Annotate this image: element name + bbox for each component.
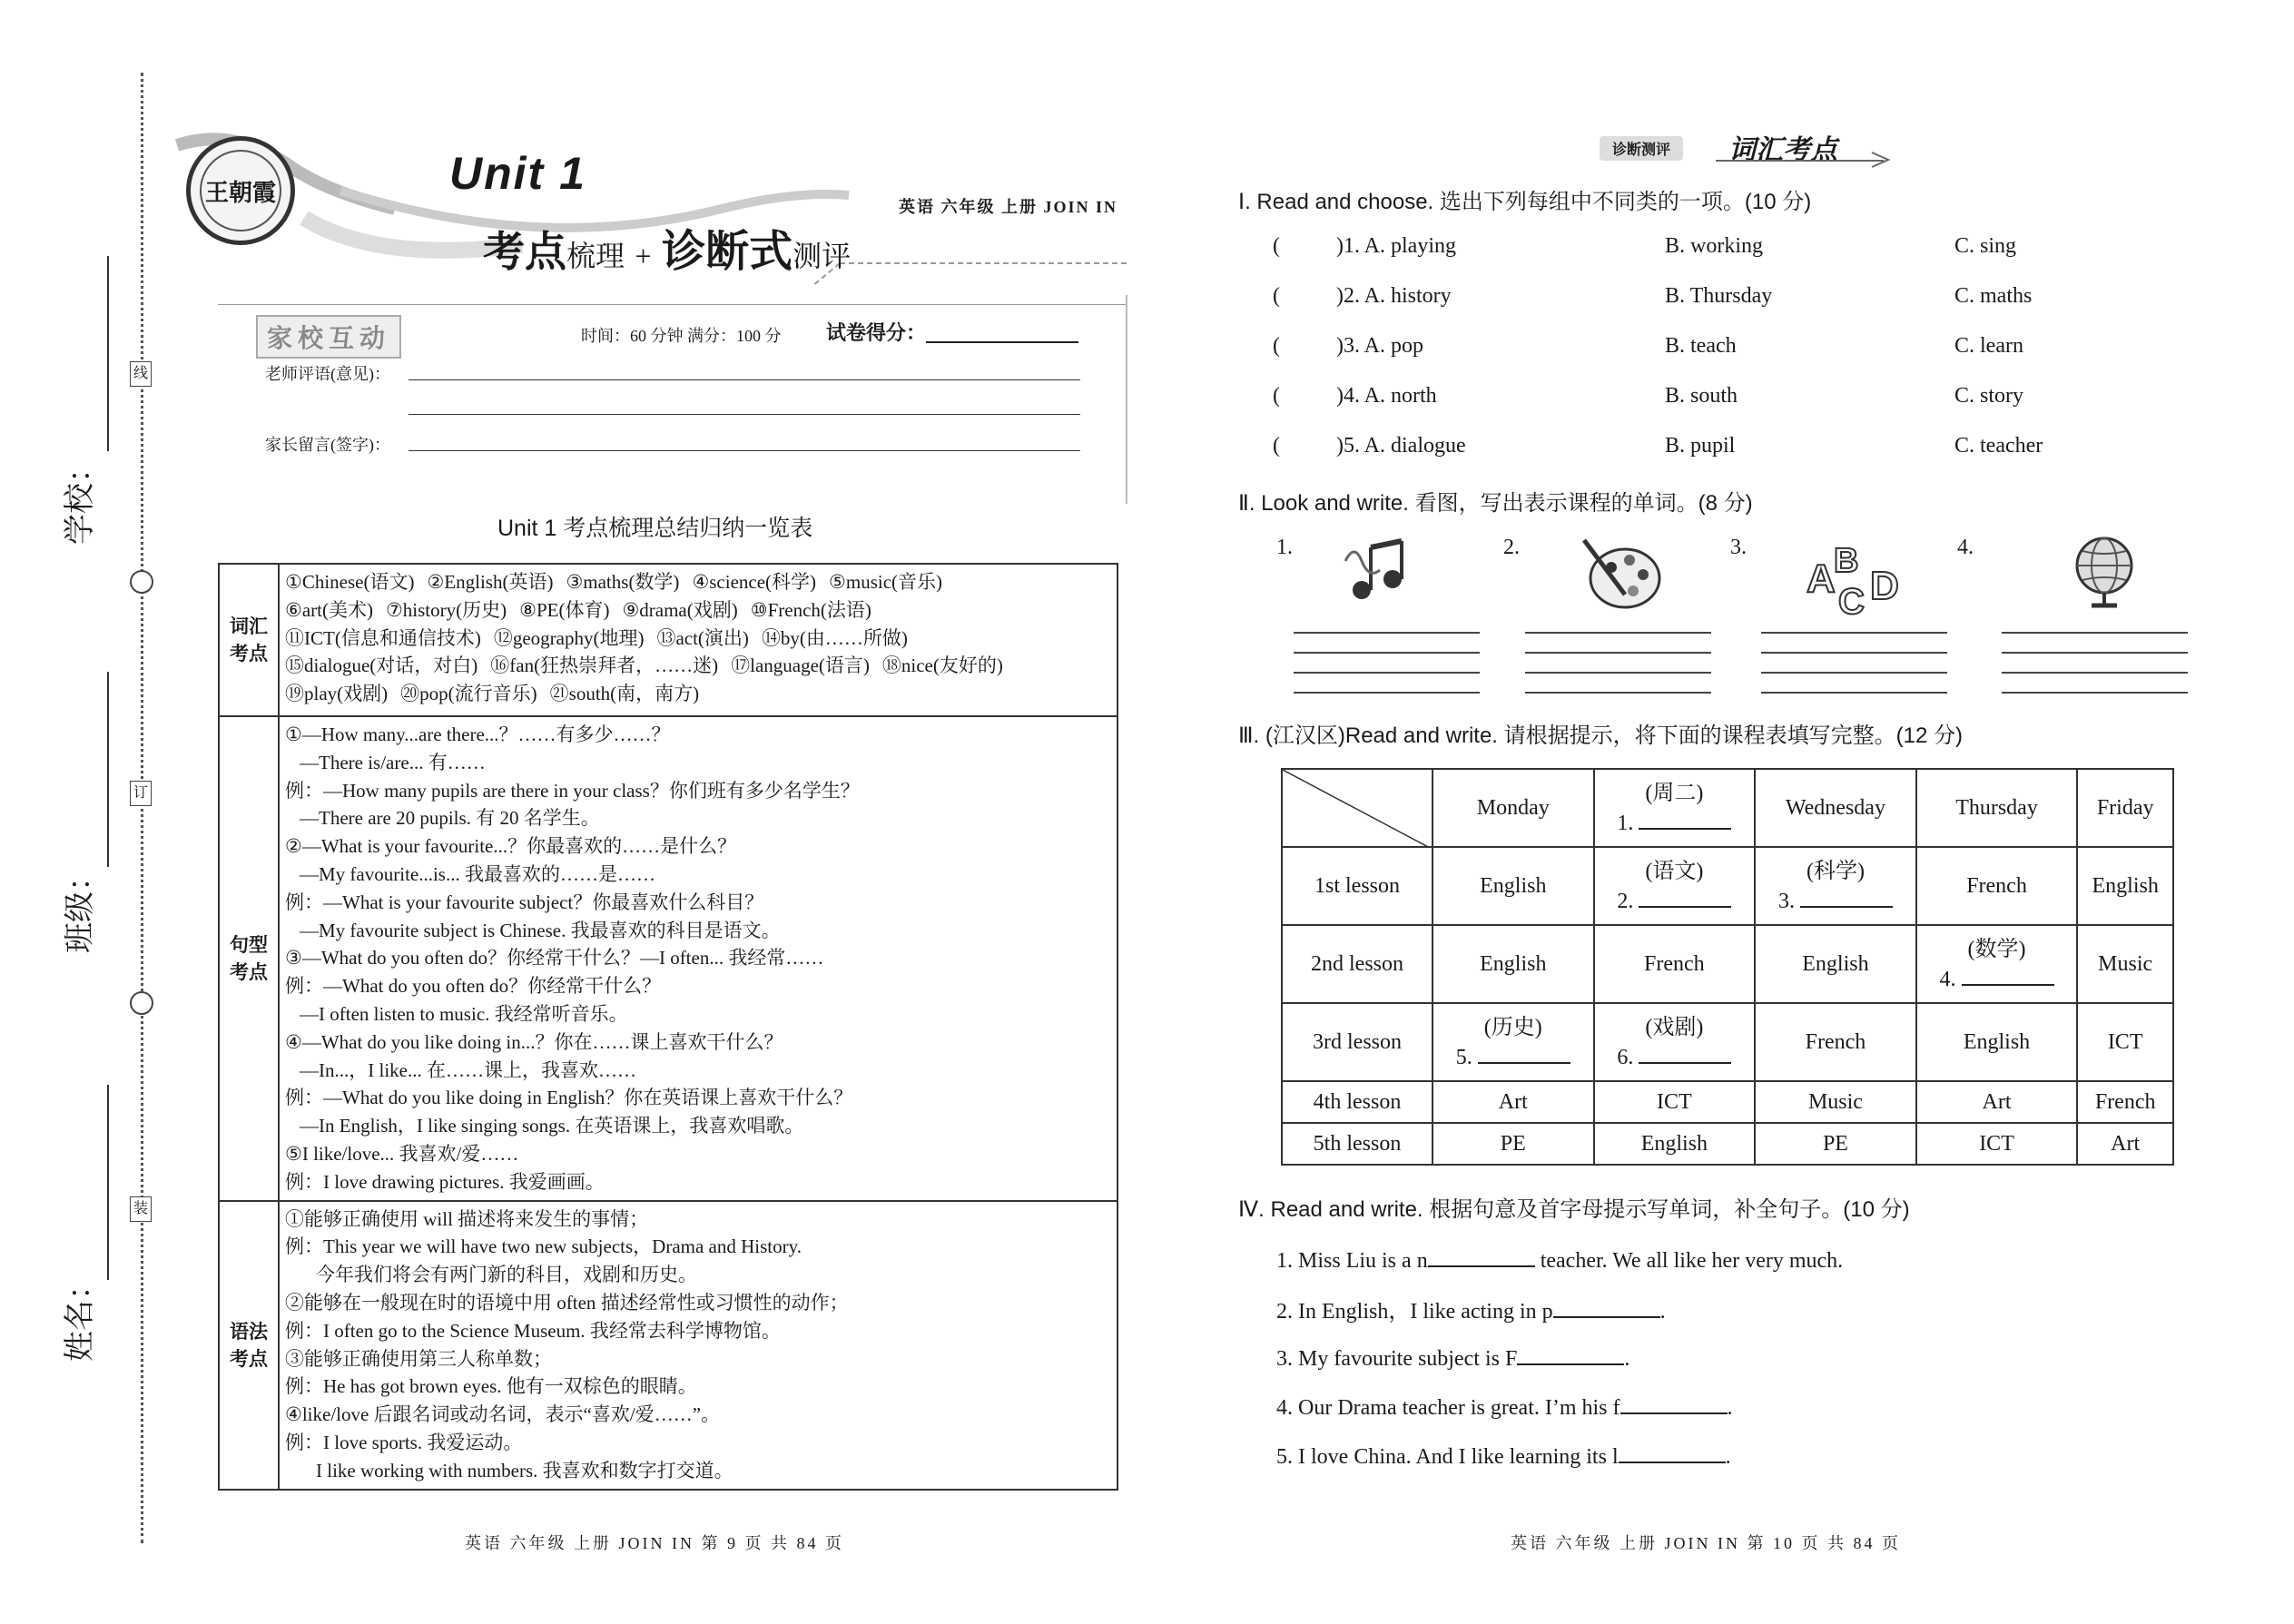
answer-line[interactable] xyxy=(1294,632,1480,634)
vocab-item: ⑩French(法语) xyxy=(750,598,871,621)
vocab-label-1: 词汇 xyxy=(230,615,268,637)
vocab-item: ⑦history(历史) xyxy=(385,598,507,621)
sentence-end: . xyxy=(1727,1396,1733,1420)
picture-number: 3. xyxy=(1730,536,1747,559)
lesson-row xyxy=(1282,847,2173,925)
vocab-item: ⑤music(音乐) xyxy=(829,571,943,593)
vocab-item: ⑧PE(体育) xyxy=(519,598,610,621)
school-write-line xyxy=(107,256,109,451)
vocab-category xyxy=(219,564,279,716)
sentence-label-1: 句型 xyxy=(230,933,268,956)
answer-blank[interactable] xyxy=(1428,1244,1535,1267)
blank-number: 5. xyxy=(1455,1045,1472,1069)
parent-comment-label: 家长留言(签字)： xyxy=(265,436,390,454)
main-title-c: 诊断式 xyxy=(662,228,793,276)
sentence-start: 2. In English，I like acting in xyxy=(1276,1300,1542,1324)
teacher-comment-line[interactable] xyxy=(409,414,1080,415)
grammar-row xyxy=(219,1201,1117,1490)
music-notes-icon xyxy=(1334,534,1416,615)
sentence-start: 1. Miss Liu is a xyxy=(1276,1249,1417,1273)
sentence-label-2: 考点 xyxy=(230,960,268,983)
svg-text:C: C xyxy=(1838,582,1865,617)
lesson-cell-blank xyxy=(1594,847,1756,925)
timetable xyxy=(1281,768,2174,1166)
vocab-item: ⑭by(由……所做) xyxy=(761,626,908,649)
answer-line[interactable] xyxy=(1294,692,1480,694)
grammar-label-2: 考点 xyxy=(230,1347,268,1370)
sentence-line: —In English，I like singing songs. 在英语课上，我喜欢唱歌。 xyxy=(300,1115,804,1137)
lesson-cell-blank xyxy=(1433,1003,1594,1081)
option-b[interactable]: B. pupil xyxy=(1665,434,1736,458)
art-palette-icon xyxy=(1575,531,1666,617)
answer-line[interactable] xyxy=(1761,692,1947,694)
vocab-item: ⑯fan(狂热崇拜者，……迷) xyxy=(490,655,719,677)
sentence-line: 例：—How many pupils are there in your class？你们班有多少名学生？ xyxy=(285,779,860,802)
sentence-line: —I often listen to music. 我经常听音乐。 xyxy=(300,1002,628,1025)
grammar-line: ①能够正确使用 will 描述将来发生的事情； xyxy=(285,1207,649,1230)
abcd-letters-icon xyxy=(1802,536,1920,617)
question-stem: )1. A. playing xyxy=(1336,234,1456,258)
answer-line[interactable] xyxy=(1294,652,1480,654)
hint-text: (语文) xyxy=(1645,859,1704,883)
sentence-line: ⑤I like/love... 我喜欢/爱…… xyxy=(285,1142,519,1165)
answer-blank[interactable] xyxy=(1553,1294,1660,1318)
answer-line[interactable] xyxy=(1294,672,1480,674)
unit-title: Unit 1 xyxy=(449,148,586,199)
vocab-item: ⑨drama(戏剧) xyxy=(622,598,738,621)
sentence-start: 4. Our Drama teacher is great. I’m his xyxy=(1276,1396,1613,1420)
grammar-line: 例：I often go to the Science Museum. 我经常去科学博物馆。 xyxy=(285,1319,781,1342)
answer-blank[interactable] xyxy=(1619,1440,1726,1463)
lesson-cell: ICT xyxy=(1916,1123,2078,1165)
lesson-row xyxy=(1282,925,2173,1003)
sentence-category xyxy=(219,716,279,1201)
answer-line[interactable] xyxy=(1761,652,1947,654)
vocab-label-2: 考点 xyxy=(230,643,268,664)
blank-4[interactable] xyxy=(1962,964,2054,986)
question-stem: )4. A. north xyxy=(1336,384,1437,408)
sentence-line: 例：—What do you like doing in English？你在英语课上喜欢干什么？ xyxy=(285,1087,853,1109)
teacher-comment-label: 老师评语(意见)： xyxy=(265,365,390,383)
class-write-line xyxy=(107,672,109,867)
lesson-cell: ICT xyxy=(2077,1003,2173,1081)
lesson-cell-blank xyxy=(1916,925,2078,1003)
grammar-line: ④like/love 后跟名词或动名词，表示“喜欢/爱……”。 xyxy=(285,1403,721,1426)
blank-2[interactable] xyxy=(1639,886,1731,908)
answer-line[interactable] xyxy=(1525,692,1711,694)
choice-question: ( )3. A. pop xyxy=(1273,334,1423,358)
vocab-item: ⑫geography(地理) xyxy=(493,626,645,649)
option-b[interactable]: B. teach xyxy=(1665,334,1737,358)
vocab-line xyxy=(285,680,1111,708)
lesson-cell: Art xyxy=(2077,1123,2173,1165)
sentence-row xyxy=(219,716,1117,1201)
grammar-line: 今年我们将会有两门新的科目，戏剧和历史。 xyxy=(316,1264,697,1286)
sentence-line: 例：—What do you often do？你经常干什么？ xyxy=(285,975,662,998)
left-page-footer: 英语 六年级 上册 JOIN IN 第 9 页 共 84 页 xyxy=(465,1534,844,1552)
sentence-end: . xyxy=(1659,1300,1666,1324)
hint-letter: p xyxy=(1541,1300,1553,1324)
hint-letter: F xyxy=(1504,1347,1518,1371)
binding-tag: 线 xyxy=(130,361,152,387)
logo-text: 王朝霞 xyxy=(200,150,281,231)
blank-5[interactable] xyxy=(1478,1042,1570,1064)
name-label: 姓名： xyxy=(64,1269,97,1362)
sentence-line: 例：I love drawing pictures. 我爱画画。 xyxy=(285,1170,605,1193)
vocab-item: ⑥art(美术) xyxy=(285,598,373,621)
section-1-heading: Ⅰ. Read and choose. 选出下列每组中不同类的一项。(10 分) xyxy=(1238,190,1812,214)
grammar-line: 例：This year we will have two new subjects，Drama and History. xyxy=(285,1235,802,1258)
diagnosis-tag: 诊断测评 xyxy=(1600,136,1683,161)
summary-table xyxy=(218,563,1118,1491)
lesson-label: 3rd lesson xyxy=(1282,1003,1433,1081)
lesson-cell: French xyxy=(1755,1003,1916,1081)
main-title xyxy=(483,216,851,279)
answer-line[interactable] xyxy=(1525,672,1711,674)
sentence-line: 例：—What is your favourite subject？你最喜欢什么科目？ xyxy=(285,891,764,913)
sentence-line: ②—What is your favourite...？你最喜欢的……是什么？ xyxy=(285,835,737,858)
sentence-line: —In...，I like... 在……课上，我喜欢…… xyxy=(300,1058,636,1081)
sentence-start: 5. I love China. And I like learning its xyxy=(1276,1445,1612,1469)
sentence-start: 3. My favourite subject is xyxy=(1276,1347,1505,1371)
sentence-end: . xyxy=(1725,1445,1731,1469)
lesson-cell: French xyxy=(1916,847,2078,925)
grammar-line: 例：I love sports. 我爱运动。 xyxy=(285,1431,523,1453)
hint-text: (周二) xyxy=(1645,781,1704,805)
school-label: 学校： xyxy=(64,452,97,545)
sentence-line: ①—How many...are there...？……有多少……？ xyxy=(285,723,671,745)
summary-title: Unit 1 考点梳理总结归纳一览表 xyxy=(497,516,813,541)
lesson-cell: ICT xyxy=(1594,1081,1756,1123)
fill-sentence xyxy=(1276,1244,1843,1274)
blank-3[interactable] xyxy=(1800,886,1893,908)
lesson-cell: PE xyxy=(1755,1123,1916,1165)
answer-line[interactable] xyxy=(1525,652,1711,654)
blank-number: 2. xyxy=(1617,889,1634,913)
option-c[interactable]: C. learn xyxy=(1954,334,2023,358)
vocab-content xyxy=(279,564,1117,716)
grammar-line: ②能够在一般现在时的语境中用 often 描述经常性或习惯性的动作； xyxy=(285,1291,849,1314)
answer-line[interactable] xyxy=(1761,632,1947,634)
question-stem: )2. A. history xyxy=(1336,284,1452,308)
grammar-category xyxy=(219,1201,279,1490)
main-title-plus: + xyxy=(635,240,652,272)
hint-letter: n xyxy=(1416,1249,1428,1273)
answer-line[interactable] xyxy=(2002,692,2188,694)
day-header-blank xyxy=(1594,769,1756,847)
sentence-line: —There is/are... 有…… xyxy=(300,751,486,773)
day-header: Wednesday xyxy=(1755,769,1916,847)
vocab-line xyxy=(285,625,1111,653)
vocab-item: ⑱nice(友好的) xyxy=(881,655,1003,677)
lesson-label: 1st lesson xyxy=(1282,847,1433,925)
lesson-cell: PE xyxy=(1433,1123,1594,1165)
lesson-cell: English xyxy=(1433,847,1594,925)
lesson-cell: English xyxy=(1594,1123,1756,1165)
vocab-line xyxy=(285,568,1111,596)
fill-sentence xyxy=(1276,1293,1666,1324)
lesson-cell-blank xyxy=(1594,1003,1756,1081)
option-c[interactable]: C. maths xyxy=(1954,284,2033,308)
blank-number: 6. xyxy=(1617,1045,1634,1069)
choice-question: ( )1. A. playing xyxy=(1273,234,1456,258)
teacher-comment-line[interactable] xyxy=(409,379,1080,380)
answer-blank[interactable] xyxy=(1517,1342,1624,1365)
fill-sentence xyxy=(1276,1342,1629,1372)
answer-line[interactable] xyxy=(1525,632,1711,634)
sentence-line: ④—What do you like doing in...？你在……课上喜欢干什么？ xyxy=(285,1030,783,1053)
lesson-cell: Music xyxy=(1755,1081,1916,1123)
fill-sentence xyxy=(1276,1440,1731,1470)
vocab-item: ⑰language(语言) xyxy=(731,655,870,677)
blank-number: 1. xyxy=(1617,811,1634,835)
section-category-title: 词汇考点 xyxy=(1728,135,1837,165)
corner-cell xyxy=(1282,769,1433,847)
sentence-content xyxy=(279,716,1117,1201)
score-label: 试卷得分： xyxy=(826,321,927,344)
arrow-head-icon xyxy=(1870,151,1892,169)
binding-hole xyxy=(130,570,153,594)
grammar-line: I like working with numbers. 我喜欢和数字打交道。 xyxy=(316,1459,733,1481)
svg-text:D: D xyxy=(1870,564,1899,608)
vocab-item: ⑲play(戏剧) xyxy=(285,683,389,705)
binding-hole xyxy=(130,991,153,1015)
hint-letter: f xyxy=(1612,1396,1620,1420)
sentence-line: —My favourite...is... 我最喜欢的……是…… xyxy=(300,862,655,885)
timetable-header-row xyxy=(1282,769,2173,847)
option-b[interactable]: B. working xyxy=(1665,234,1763,258)
vocab-line xyxy=(285,652,1111,680)
section-3-heading: Ⅲ. (江汉区)Read and write. 请根据提示，将下面的课程表填写完整。(12 分) xyxy=(1238,723,1963,748)
lesson-cell: French xyxy=(2077,1081,2173,1123)
day-header: Friday xyxy=(2077,769,2173,847)
lesson-label: 4th lesson xyxy=(1282,1081,1433,1123)
main-title-a: 考点 xyxy=(483,229,566,275)
blank-1[interactable] xyxy=(1639,808,1731,830)
lesson-cell: Music xyxy=(2077,925,2173,1003)
lesson-row xyxy=(1282,1003,2173,1081)
grammar-label-1: 语法 xyxy=(230,1320,268,1343)
grammar-line: ③能够正确使用第三人称单数； xyxy=(285,1347,552,1370)
main-title-d: 测评 xyxy=(793,240,852,272)
lesson-cell: Art xyxy=(1433,1081,1594,1123)
binding-tag: 装 xyxy=(130,1196,152,1222)
vocab-item: ⑳pop(流行音乐) xyxy=(400,683,537,705)
picture-number: 2. xyxy=(1503,536,1520,559)
grammar-line: 例：He has got brown eyes. 他有一双棕色的眼睛。 xyxy=(285,1375,697,1398)
lesson-cell-blank xyxy=(1755,847,1916,925)
vocab-item: ②English(英语) xyxy=(427,571,554,593)
answer-line[interactable] xyxy=(2002,632,2188,634)
lesson-label: 2nd lesson xyxy=(1282,925,1433,1003)
blank-6[interactable] xyxy=(1639,1042,1731,1064)
option-c[interactable]: C. teacher xyxy=(1954,434,2043,458)
score-blank[interactable] xyxy=(926,341,1078,343)
lesson-row xyxy=(1282,1123,2173,1165)
right-page-footer: 英语 六年级 上册 JOIN IN 第 10 页 共 84 页 xyxy=(1511,1534,1901,1552)
hint-text: (戏剧) xyxy=(1645,1015,1704,1039)
fill-sentence xyxy=(1276,1391,1733,1421)
class-label: 班级： xyxy=(64,861,97,953)
lesson-cell: French xyxy=(1594,925,1756,1003)
lesson-cell: English xyxy=(1916,1003,2078,1081)
sentence-end: . xyxy=(1624,1347,1630,1371)
answer-blank[interactable] xyxy=(1620,1391,1728,1414)
vocab-item: ㉑south(南，南方) xyxy=(549,683,700,705)
lesson-cell: English xyxy=(1755,925,1916,1003)
blank-number: 3. xyxy=(1777,889,1795,913)
choice-question: ( )5. A. dialogue xyxy=(1273,434,1466,458)
sentence-line: —My favourite subject is Chinese. 我最喜欢的科目是语文。 xyxy=(300,919,781,941)
binding-dotted-line xyxy=(141,73,143,1543)
name-write-line xyxy=(107,1085,109,1280)
family-school-tag: 家校互动 xyxy=(256,315,401,359)
option-c[interactable]: C. sing xyxy=(1954,234,2017,258)
choice-question: ( )4. A. north xyxy=(1273,384,1437,408)
picture-number: 4. xyxy=(1957,536,1974,559)
answer-line[interactable] xyxy=(2002,652,2188,654)
day-header: Monday xyxy=(1433,769,1594,847)
binding-tag: 订 xyxy=(130,781,152,806)
svg-text:A: A xyxy=(1807,556,1836,601)
option-b[interactable]: B. south xyxy=(1665,384,1738,408)
lesson-cell: English xyxy=(1433,925,1594,1003)
lesson-cell: English xyxy=(2077,847,2173,925)
choice-question: ( )2. A. history xyxy=(1273,284,1452,308)
section-4-heading: Ⅳ. Read and write. 根据句意及首字母提示写单词，补全句子。(10 分) xyxy=(1238,1197,1910,1222)
hint-text: (数学) xyxy=(1967,937,2026,961)
answer-line[interactable] xyxy=(1761,672,1947,674)
vocab-item: ⑮dialogue(对话，对白) xyxy=(285,655,478,677)
hint-text: (历史) xyxy=(1483,1015,1542,1039)
lesson-row xyxy=(1282,1081,2173,1123)
svg-text:B: B xyxy=(1834,542,1859,580)
vocab-item: ③maths(数学) xyxy=(566,571,680,593)
vocab-item: ⑬act(演出) xyxy=(656,626,749,649)
question-stem: )3. A. pop xyxy=(1336,334,1423,358)
lesson-label: 5th lesson xyxy=(1282,1123,1433,1165)
parent-comment-line[interactable] xyxy=(409,450,1080,451)
option-c[interactable]: C. story xyxy=(1954,384,2024,408)
picture-number: 1. xyxy=(1276,536,1293,559)
globe-icon xyxy=(2070,531,2142,613)
hint-text: (科学) xyxy=(1806,859,1865,883)
hint-letter: l xyxy=(1611,1445,1619,1469)
sentence-line: ③—What do you often do？你经常干什么？—I often... 我经常…… xyxy=(285,947,824,969)
sentence-end: teacher. We all like her very much. xyxy=(1534,1249,1844,1273)
blank-number: 4. xyxy=(1939,967,1956,991)
vocab-item: ⑪ICT(信息和通信技术) xyxy=(285,626,481,649)
day-header: Thursday xyxy=(1916,769,2078,847)
diagonal-line xyxy=(1283,770,1430,848)
vocab-row xyxy=(219,564,1117,716)
lesson-cell: Art xyxy=(1916,1081,2078,1123)
option-b[interactable]: B. Thursday xyxy=(1665,284,1773,308)
grade-tag: 英语 六年级 上册 JOIN IN xyxy=(899,198,1118,216)
exam-meta: 时间：60 分钟 满分：100 分 xyxy=(581,327,782,345)
question-stem: )5. A. dialogue xyxy=(1336,434,1466,458)
logo-seal xyxy=(186,136,295,245)
grammar-content xyxy=(279,1201,1117,1490)
answer-line[interactable] xyxy=(2002,672,2188,674)
sentence-line: —There are 20 pupils. 有 20 名学生。 xyxy=(300,807,600,830)
vocab-item: ④science(科学) xyxy=(692,571,817,593)
vocab-line xyxy=(285,596,1111,625)
vocab-item: ①Chinese(语文) xyxy=(285,571,415,593)
section-2-heading: Ⅱ. Look and write. 看图，写出表示课程的单词。(8 分) xyxy=(1238,491,1753,516)
category-arrow-line xyxy=(1716,160,1884,162)
main-title-b: 梳理 xyxy=(566,240,625,272)
